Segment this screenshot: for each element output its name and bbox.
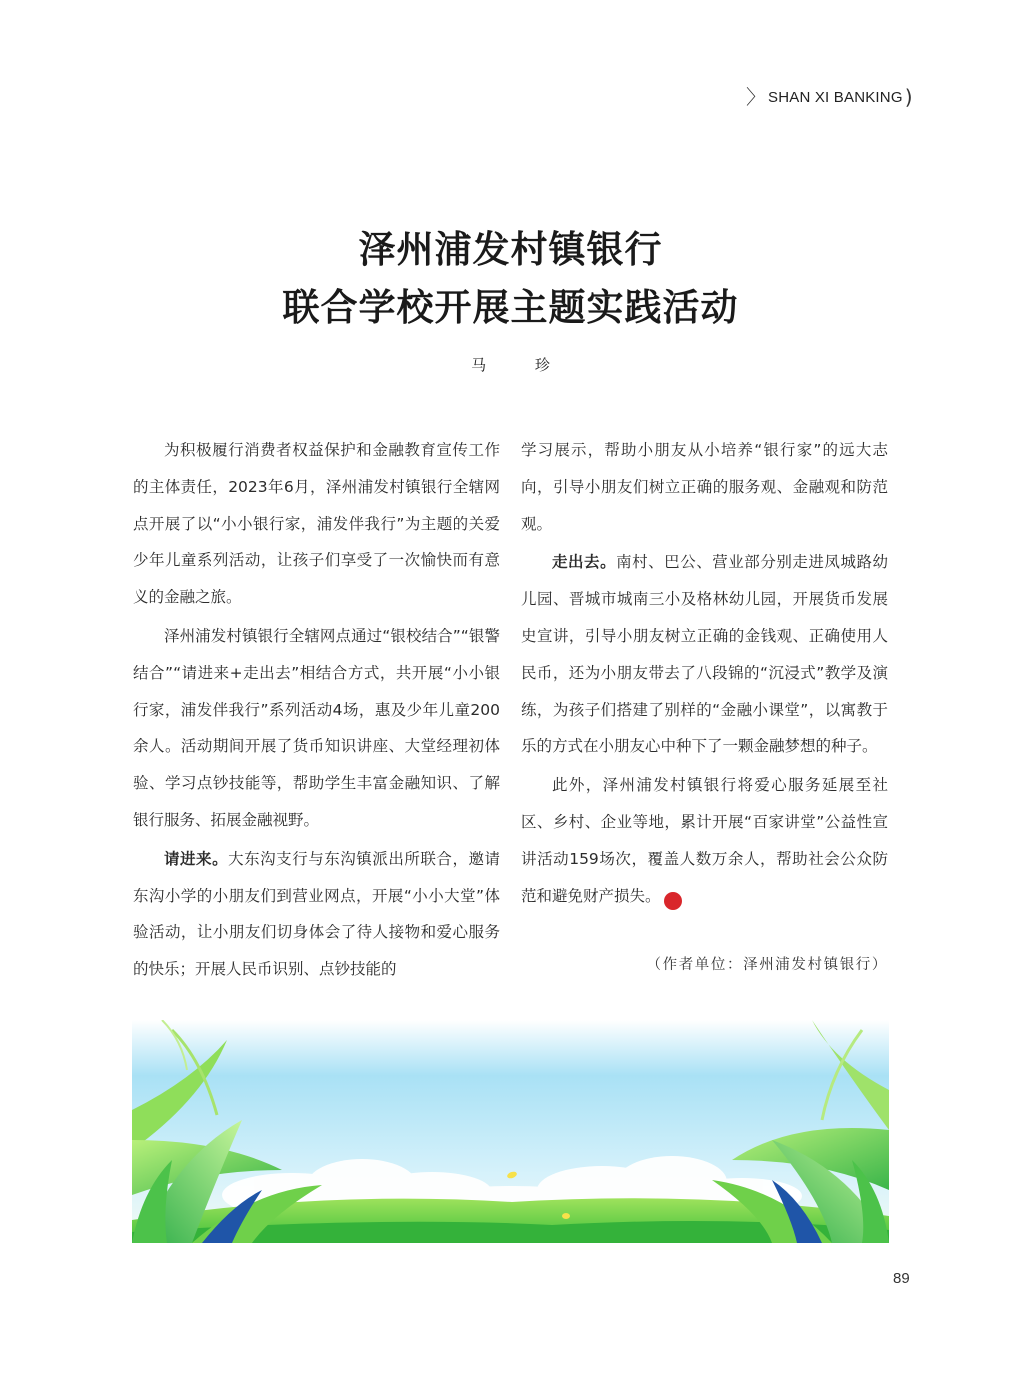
article-title-line-1: 泽州浦发村镇银行 xyxy=(358,227,663,271)
paragraph: 泽州浦发村镇银行全辖网点通过“银校结合”“银警结合”“请进来+走出去”相结合方式，共开展“小小银行家，浦发伴我行”系列活动4场，惠及少年儿童200余人。活动期间开展了货币知识讲座、大堂经理初体验、学习点钞技能等，帮助学生丰富金融知识、了解银行服务、拓展金融视野。 xyxy=(133,626,500,829)
tag-left-bracket: 〉 xyxy=(746,85,766,109)
article-title xyxy=(0,220,1021,336)
leaves-sky-art xyxy=(132,1020,889,1243)
end-mark-icon: S xyxy=(664,892,682,910)
paragraph xyxy=(521,767,888,914)
author-affiliation: （作者单位：泽州浦发村镇银行） xyxy=(646,957,888,973)
section-tag xyxy=(746,84,913,110)
paragraph xyxy=(521,544,888,765)
page-number: 89 xyxy=(893,1270,910,1287)
text-column-right xyxy=(521,432,888,916)
paragraph-body: 此外，泽州浦发村镇银行将爱心服务延展至社区、乡村、企业等地，累计开展“百家讲堂”公益性宣讲活动159场次，覆盖人数万余人，帮助社会公众防范和避免财产损失。 xyxy=(521,776,888,905)
article-author: 马 珍 xyxy=(471,356,572,374)
article-title-line-2: 联合学校开展主题实践活动 xyxy=(282,285,739,329)
paragraph-lead: 请进来。 xyxy=(164,849,229,868)
paragraph: 为积极履行消费者权益保护和金融教育宣传工作的主体责任，2023年6月，泽州浦发村镇银行全辖网点开展了以“小小银行家，浦发伴我行”为主题的关爱少年儿童系列活动，让孩子们享受了一次愉快而有意义的金融之旅。 xyxy=(133,441,500,607)
text-column-left xyxy=(133,432,500,990)
section-tag-label: SHAN XI BANKING xyxy=(768,88,903,106)
paragraph-body: 南村、巴公、营业部分别走进凤城路幼儿园、晋城市城南三小及格林幼儿园，开展货币发展史宣讲，引导小朋友树立正确的金钱观、正确使用人民币，还为小朋友带去了八段锦的“沉浸式”教学及演练，为孩子们搭建了别样的“金融小课堂”，以寓教于乐的方式在小朋友心中种下了一颗金融梦想的种子。 xyxy=(521,553,888,756)
paragraph-lead: 走出去。 xyxy=(552,553,617,572)
paragraph-body: 大东沟支行与东沟镇派出所联合，邀请东沟小学的小朋友们到营业网点，开展“小小大堂”体验活动，让小朋友们切身体会了待人接物和爱心服务的快乐；开展人民币识别、点钞技能的 xyxy=(133,849,500,979)
tag-right-bracket: ) xyxy=(904,85,913,109)
paragraph-continuation: 学习展示，帮助小朋友从小培养“银行家”的远大志向，引导小朋友们树立正确的服务观、金融观和防范观。 xyxy=(521,441,888,533)
nature-illustration xyxy=(132,1020,889,1243)
paragraph xyxy=(133,841,500,988)
